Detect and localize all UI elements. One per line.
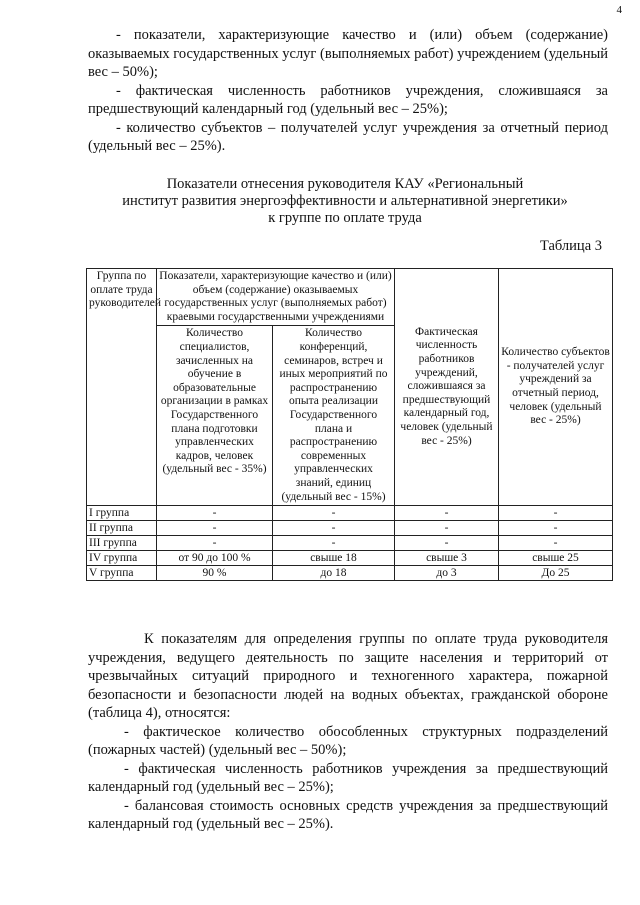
table-row: [87, 521, 613, 536]
header-group: Группа по оплате труда руководителей: [87, 269, 157, 506]
intro-list: [88, 26, 608, 156]
header-conferences: Количество конференций, семинаров, встреч и иных мероприятий по распространению опыта реализации Государственного плана и распространению современных управленческих знаний, единиц (удельный вес - 15%): [273, 326, 395, 506]
header-trained: Количество специалистов, зачисленных на обучение в образовательные организации в рамках Государственного плана подготовки управленческих кадров, человек (удельный вес - 35%): [157, 326, 273, 506]
table-row: [87, 566, 613, 581]
intro-item: - показатели, характеризующие качество и (или) объем (содержание) оказываемых государственных услуг (выполняемых работ) учреждением (удельный вес – 50%);: [88, 27, 608, 80]
cell-staff: -: [395, 536, 499, 551]
cell-group: II группа: [87, 521, 157, 536]
cell-staff: до 3: [395, 566, 499, 581]
cell-group: IV группа: [87, 551, 157, 566]
table-row: [87, 506, 613, 521]
cell-staff: свыше 3: [395, 551, 499, 566]
cell-subjects: До 25: [499, 566, 613, 581]
cell-group: III группа: [87, 536, 157, 551]
cell-subjects: -: [499, 521, 613, 536]
cell-trained: -: [157, 521, 273, 536]
outro-text: [88, 630, 608, 834]
cell-staff: -: [395, 521, 499, 536]
header-subjects: Количество субъектов - получателей услуг учреждений за отчетный период, человек (удельный вес - 25%): [499, 269, 613, 506]
title-line: к группе по оплате труда: [268, 210, 422, 226]
page-number: 4: [616, 4, 622, 16]
cell-subjects: -: [499, 536, 613, 551]
cell-conf: до 18: [273, 566, 395, 581]
header-staff: Фактическая численность работников учреждений, сложившаяся за предшествующий календарный год, человек (удельный вес - 25%): [395, 269, 499, 506]
table-row: [87, 536, 613, 551]
outro-item: - балансовая стоимость основных средств учреждения за предшествующий календарный год (удельный вес – 25%).: [88, 797, 608, 832]
outro-item: - фактическое количество обособленных структурных подразделений (пожарных частей) (удельный вес – 50%);: [88, 723, 608, 758]
cell-trained: 90 %: [157, 566, 273, 581]
cell-subjects: свыше 25: [499, 551, 613, 566]
outro-item: - фактическая численность работников учреждения за предшествующий календарный год (удельный вес – 25%);: [88, 760, 608, 795]
header-quality: Показатели, характеризующие качество и (или) объем (содержание) оказываемых государственных услуг (выполняемых работ) краевыми государственными учреждениями: [157, 269, 395, 326]
pay-group-table: [86, 268, 613, 581]
cell-subjects: -: [499, 506, 613, 521]
table-title: [80, 176, 610, 227]
cell-conf: -: [273, 506, 395, 521]
table-row: [87, 551, 613, 566]
cell-trained: -: [157, 536, 273, 551]
title-line: институт развития энергоэффективности и альтернативной энергетики»: [122, 193, 568, 209]
cell-staff: -: [395, 506, 499, 521]
cell-conf: свыше 18: [273, 551, 395, 566]
header-row: [87, 269, 613, 326]
table-label: Таблица 3: [539, 238, 602, 254]
cell-group: V группа: [87, 566, 157, 581]
cell-group: I группа: [87, 506, 157, 521]
intro-item: - фактическая численность работников учреждения, сложившаяся за предшествующий календарный год (удельный вес – 25%);: [88, 82, 608, 117]
cell-conf: -: [273, 536, 395, 551]
title-line: Показатели отнесения руководителя КАУ «Региональный: [166, 176, 524, 192]
outro-paragraph: К показателям для определения группы по оплате труда руководителя учреждения, ведущего деятельность по защите населения и территорий от чрезвычайных ситуаций природного и техногенного характера, пожарной безопасности и безопасности людей на водных объектах, гражданской обороне (таблица 4), относятся:: [88, 631, 608, 721]
cell-trained: от 90 до 100 %: [157, 551, 273, 566]
cell-trained: -: [157, 506, 273, 521]
intro-item: - количество субъектов – получателей услуг учреждения за отчетный период (удельный вес – 25%).: [88, 119, 608, 154]
cell-conf: -: [273, 521, 395, 536]
